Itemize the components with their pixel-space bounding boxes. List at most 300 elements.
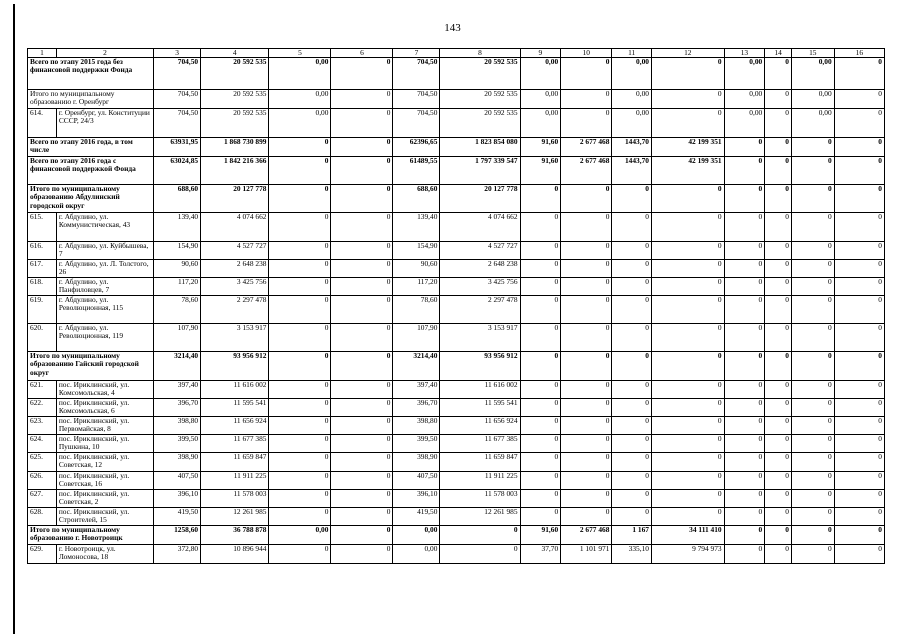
header-cell: 4 <box>201 49 269 58</box>
value-cell: 11 578 003 <box>440 490 520 508</box>
value-cell: 0 <box>791 185 834 213</box>
value-cell: 12 261 985 <box>201 508 269 526</box>
value-cell: 11 911 225 <box>201 472 269 490</box>
value-cell: 397,40 <box>154 381 201 399</box>
value-cell: 0 <box>561 381 612 399</box>
value-cell: 0 <box>269 138 331 157</box>
value-cell: 0 <box>612 324 652 352</box>
value-cell: 0 <box>651 417 724 435</box>
value-cell: 10 896 944 <box>201 545 269 564</box>
header-cell: 16 <box>834 49 884 58</box>
value-cell: 0 <box>520 324 561 352</box>
value-cell: 0 <box>520 213 561 242</box>
row-number: 614. <box>28 109 57 138</box>
value-cell: 78,60 <box>154 296 201 324</box>
value-cell: 0 <box>561 242 612 260</box>
value-cell: 0 <box>791 417 834 435</box>
value-cell: 0 <box>520 352 561 381</box>
value-cell: 0 <box>520 508 561 526</box>
value-cell: 0 <box>765 213 792 242</box>
value-cell: 688,60 <box>154 185 201 213</box>
value-cell: 0,00 <box>791 90 834 109</box>
value-cell: 0 <box>612 242 652 260</box>
value-cell: 90,60 <box>393 260 440 278</box>
value-cell: 0 <box>331 453 393 472</box>
value-cell: 20 127 778 <box>201 185 269 213</box>
value-cell: 0 <box>561 352 612 381</box>
value-cell: 154,90 <box>393 242 440 260</box>
value-cell: 0 <box>834 508 884 526</box>
value-cell: 11 595 541 <box>440 399 520 417</box>
address-cell: г. Абдулино, ул. Л. Толстого, 26 <box>56 260 153 278</box>
value-cell: 0 <box>612 472 652 490</box>
value-cell: 398,90 <box>154 453 201 472</box>
value-cell: 0 <box>791 526 834 545</box>
value-cell: 0 <box>724 296 765 324</box>
value-cell: 0 <box>331 213 393 242</box>
value-cell: 0 <box>765 453 792 472</box>
value-cell: 704,50 <box>393 90 440 109</box>
value-cell: 0 <box>724 242 765 260</box>
value-cell: 0 <box>651 278 724 296</box>
value-cell: 0 <box>269 490 331 508</box>
row-number: 622. <box>28 399 57 417</box>
value-cell: 3214,40 <box>154 352 201 381</box>
value-cell: 63931,95 <box>154 138 201 157</box>
value-cell: 0,00 <box>269 58 331 90</box>
value-cell: 11 578 003 <box>201 490 269 508</box>
row-number: 625. <box>28 453 57 472</box>
table-row <box>28 213 885 242</box>
value-cell: 0 <box>561 260 612 278</box>
value-cell: 0 <box>269 472 331 490</box>
value-cell: 1 167 <box>612 526 652 545</box>
value-cell: 0,00 <box>724 109 765 138</box>
row-number: 618. <box>28 278 57 296</box>
value-cell: 0 <box>765 260 792 278</box>
value-cell: 0 <box>331 490 393 508</box>
address-cell: г. Абдулино, ул. Панфиловцев, 7 <box>56 278 153 296</box>
value-cell: 0,00 <box>520 90 561 109</box>
value-cell: 1 823 854 080 <box>440 138 520 157</box>
value-cell: 0 <box>724 545 765 564</box>
value-cell: 0 <box>612 296 652 324</box>
value-cell: 0,00 <box>393 545 440 564</box>
summary-row <box>28 138 885 157</box>
value-cell: 139,40 <box>154 213 201 242</box>
value-cell: 154,90 <box>154 242 201 260</box>
value-cell: 0 <box>561 213 612 242</box>
row-number: 624. <box>28 435 57 453</box>
value-cell: 0 <box>612 185 652 213</box>
value-cell: 0 <box>520 381 561 399</box>
value-cell: 0 <box>269 157 331 185</box>
value-cell: 419,50 <box>393 508 440 526</box>
value-cell: 0 <box>834 435 884 453</box>
value-cell: 0 <box>651 109 724 138</box>
value-cell: 396,10 <box>393 490 440 508</box>
value-cell: 0 <box>791 435 834 453</box>
value-cell: 0 <box>765 352 792 381</box>
value-cell: 398,90 <box>393 453 440 472</box>
header-cell: 13 <box>724 49 765 58</box>
value-cell: 0 <box>561 453 612 472</box>
value-cell: 0 <box>724 490 765 508</box>
value-cell: 0 <box>834 138 884 157</box>
value-cell: 0 <box>331 296 393 324</box>
value-cell: 0 <box>834 417 884 435</box>
value-cell: 0 <box>612 508 652 526</box>
value-cell: 1258,60 <box>154 526 201 545</box>
value-cell: 0 <box>269 185 331 213</box>
value-cell: 0 <box>834 213 884 242</box>
value-cell: 0 <box>834 472 884 490</box>
value-cell: 42 199 351 <box>651 138 724 157</box>
value-cell: 0 <box>440 526 520 545</box>
value-cell: 396,70 <box>154 399 201 417</box>
header-cell: 7 <box>393 49 440 58</box>
value-cell: 396,10 <box>154 490 201 508</box>
value-cell: 0 <box>561 472 612 490</box>
value-cell: 2 297 478 <box>201 296 269 324</box>
value-cell: 0 <box>331 138 393 157</box>
value-cell: 0,00 <box>612 109 652 138</box>
value-cell: 36 788 878 <box>201 526 269 545</box>
row-number: 628. <box>28 508 57 526</box>
value-cell: 20 592 535 <box>201 58 269 90</box>
value-cell: 704,50 <box>393 109 440 138</box>
value-cell: 0 <box>765 435 792 453</box>
value-cell: 0 <box>612 417 652 435</box>
value-cell: 0 <box>651 324 724 352</box>
value-cell: 11 677 385 <box>440 435 520 453</box>
value-cell: 398,80 <box>154 417 201 435</box>
address-cell: г. Абдулино, ул. Революционная, 115 <box>56 296 153 324</box>
header-cell: 2 <box>56 49 153 58</box>
value-cell: 11 659 847 <box>440 453 520 472</box>
value-cell: 42 199 351 <box>651 157 724 185</box>
value-cell: 0 <box>269 324 331 352</box>
value-cell: 0 <box>834 399 884 417</box>
page-number: 143 <box>444 22 461 34</box>
value-cell: 0 <box>834 490 884 508</box>
value-cell: 0 <box>724 508 765 526</box>
value-cell: 0 <box>520 278 561 296</box>
value-cell: 0 <box>561 417 612 435</box>
value-cell: 0 <box>520 185 561 213</box>
value-cell: 34 111 410 <box>651 526 724 545</box>
value-cell: 139,40 <box>393 213 440 242</box>
summary-label: Итого по муниципальному образованию Абдулинский городской округ <box>28 185 154 213</box>
value-cell: 0 <box>724 352 765 381</box>
value-cell: 0 <box>269 260 331 278</box>
value-cell: 0 <box>834 260 884 278</box>
value-cell: 0 <box>791 296 834 324</box>
value-cell: 0,00 <box>791 109 834 138</box>
value-cell: 2 297 478 <box>440 296 520 324</box>
value-cell: 11 656 924 <box>440 417 520 435</box>
value-cell: 0 <box>651 242 724 260</box>
value-cell: 0 <box>834 185 884 213</box>
value-cell: 0 <box>331 352 393 381</box>
table-row <box>28 381 885 399</box>
value-cell: 0 <box>651 58 724 90</box>
value-cell: 0 <box>520 242 561 260</box>
value-cell: 0 <box>561 490 612 508</box>
row-number: 626. <box>28 472 57 490</box>
value-cell: 704,50 <box>393 58 440 90</box>
value-cell: 0,00 <box>520 109 561 138</box>
value-cell: 3 425 756 <box>201 278 269 296</box>
value-cell: 0 <box>269 453 331 472</box>
value-cell: 0 <box>269 435 331 453</box>
value-cell: 0 <box>651 296 724 324</box>
value-cell: 0 <box>765 58 792 90</box>
value-cell: 704,50 <box>154 90 201 109</box>
table-row <box>28 296 885 324</box>
value-cell: 0 <box>331 472 393 490</box>
address-cell: пос. Ириклинский, ул. Советская, 12 <box>56 453 153 472</box>
value-cell: 0 <box>791 278 834 296</box>
value-cell: 107,90 <box>154 324 201 352</box>
value-cell: 0 <box>834 242 884 260</box>
value-cell: 704,50 <box>154 109 201 138</box>
row-number: 623. <box>28 417 57 435</box>
value-cell: 407,50 <box>154 472 201 490</box>
value-cell: 0 <box>834 381 884 399</box>
left-margin-rule <box>13 4 15 634</box>
value-cell: 0 <box>834 58 884 90</box>
value-cell: 0 <box>331 508 393 526</box>
value-cell: 0 <box>612 399 652 417</box>
value-cell: 0 <box>724 260 765 278</box>
address-cell: пос. Ириклинский, ул. Пушкина, 10 <box>56 435 153 453</box>
value-cell: 0 <box>269 545 331 564</box>
value-cell: 0 <box>331 399 393 417</box>
header-row <box>28 49 885 58</box>
value-cell: 0 <box>331 435 393 453</box>
summary-label: Всего по этапу 2016 года с финансовой поддержкой Фонда <box>28 157 154 185</box>
value-cell: 0 <box>765 399 792 417</box>
value-cell: 0 <box>331 545 393 564</box>
summary-label: Итого по муниципальному образованию Гайский городской округ <box>28 352 154 381</box>
value-cell: 91,60 <box>520 138 561 157</box>
value-cell: 0 <box>791 242 834 260</box>
value-cell: 0 <box>561 435 612 453</box>
value-cell: 0 <box>331 417 393 435</box>
value-cell: 0 <box>561 109 612 138</box>
value-cell: 11 656 924 <box>201 417 269 435</box>
value-cell: 0 <box>520 435 561 453</box>
row-number: 619. <box>28 296 57 324</box>
value-cell: 0 <box>791 138 834 157</box>
address-cell: пос. Ириклинский, ул. Советская, 16 <box>56 472 153 490</box>
value-cell: 93 956 912 <box>201 352 269 381</box>
value-cell: 20 127 778 <box>440 185 520 213</box>
value-cell: 0 <box>724 472 765 490</box>
value-cell: 335,10 <box>612 545 652 564</box>
value-cell: 0 <box>791 352 834 381</box>
value-cell: 0 <box>724 138 765 157</box>
value-cell: 0 <box>724 324 765 352</box>
value-cell: 1 101 971 <box>561 545 612 564</box>
value-cell: 0 <box>520 472 561 490</box>
value-cell: 11 911 225 <box>440 472 520 490</box>
table-row <box>28 435 885 453</box>
value-cell: 407,50 <box>393 472 440 490</box>
value-cell: 0 <box>612 453 652 472</box>
value-cell: 0 <box>834 296 884 324</box>
value-cell: 0 <box>561 90 612 109</box>
value-cell: 9 794 973 <box>651 545 724 564</box>
table-row <box>28 545 885 564</box>
value-cell: 1 797 339 547 <box>440 157 520 185</box>
value-cell: 11 677 385 <box>201 435 269 453</box>
table-row <box>28 242 885 260</box>
value-cell: 0 <box>765 508 792 526</box>
value-cell: 0 <box>331 260 393 278</box>
value-cell: 0 <box>520 490 561 508</box>
value-cell: 0 <box>561 185 612 213</box>
value-cell: 0 <box>651 490 724 508</box>
value-cell: 0 <box>651 453 724 472</box>
table-row <box>28 324 885 352</box>
value-cell: 90,60 <box>154 260 201 278</box>
address-cell: пос. Ириклинский, ул. Строителей, 15 <box>56 508 153 526</box>
row-number: 629. <box>28 545 57 564</box>
header-cell: 15 <box>791 49 834 58</box>
value-cell: 0 <box>724 417 765 435</box>
value-cell: 0 <box>834 278 884 296</box>
value-cell: 0 <box>612 278 652 296</box>
value-cell: 0 <box>331 58 393 90</box>
value-cell: 0 <box>834 109 884 138</box>
value-cell: 0 <box>269 213 331 242</box>
value-cell: 0 <box>331 242 393 260</box>
value-cell: 1 868 730 899 <box>201 138 269 157</box>
header-cell: 12 <box>651 49 724 58</box>
value-cell: 0 <box>561 58 612 90</box>
table-row <box>28 490 885 508</box>
row-number: 617. <box>28 260 57 278</box>
value-cell: 704,50 <box>154 58 201 90</box>
value-cell: 0 <box>651 399 724 417</box>
value-cell: 78,60 <box>393 296 440 324</box>
value-cell: 2 677 468 <box>561 526 612 545</box>
address-cell: пос. Ириклинский, ул. Советская, 2 <box>56 490 153 508</box>
value-cell: 688,60 <box>393 185 440 213</box>
table-row <box>28 90 885 109</box>
value-cell: 0,00 <box>269 526 331 545</box>
value-cell: 0 <box>724 435 765 453</box>
value-cell: 0 <box>791 399 834 417</box>
value-cell: 0 <box>765 472 792 490</box>
value-cell: 0 <box>561 278 612 296</box>
value-cell: 0 <box>724 278 765 296</box>
value-cell: 0 <box>791 545 834 564</box>
value-cell: 0 <box>791 472 834 490</box>
header-cell: 8 <box>440 49 520 58</box>
value-cell: 0 <box>651 435 724 453</box>
value-cell: 20 592 535 <box>201 90 269 109</box>
value-cell: 0 <box>791 453 834 472</box>
address-cell: г. Абдулино, ул. Куйбышева, 7 <box>56 242 153 260</box>
value-cell: 0 <box>765 90 792 109</box>
value-cell: 0 <box>612 435 652 453</box>
value-cell: 0,00 <box>393 526 440 545</box>
value-cell: 0 <box>651 472 724 490</box>
value-cell: 0 <box>651 213 724 242</box>
table-row <box>28 508 885 526</box>
address-cell: пос. Ириклинский, ул. Первомайская, 8 <box>56 417 153 435</box>
header-cell: 10 <box>561 49 612 58</box>
value-cell: 0 <box>651 381 724 399</box>
value-cell: 62396,65 <box>393 138 440 157</box>
table-row <box>28 109 885 138</box>
value-cell: 0,00 <box>269 90 331 109</box>
row-number: 615. <box>28 213 57 242</box>
value-cell: 1443,70 <box>612 157 652 185</box>
value-cell: 0 <box>440 545 520 564</box>
value-cell: 11 595 541 <box>201 399 269 417</box>
value-cell: 0 <box>834 526 884 545</box>
value-cell: 0 <box>724 157 765 185</box>
value-cell: 0 <box>834 545 884 564</box>
header-cell: 11 <box>612 49 652 58</box>
value-cell: 4 074 662 <box>440 213 520 242</box>
value-cell: 0,00 <box>791 58 834 90</box>
value-cell: 0 <box>331 278 393 296</box>
value-cell: 0 <box>269 417 331 435</box>
table-row <box>28 417 885 435</box>
value-cell: 0 <box>561 508 612 526</box>
value-cell: 0 <box>834 352 884 381</box>
value-cell: 0 <box>331 90 393 109</box>
summary-row <box>28 185 885 213</box>
value-cell: 11 616 002 <box>201 381 269 399</box>
value-cell: 93 956 912 <box>440 352 520 381</box>
value-cell: 396,70 <box>393 399 440 417</box>
value-cell: 117,20 <box>393 278 440 296</box>
value-cell: 0 <box>791 324 834 352</box>
value-cell: 0 <box>765 242 792 260</box>
value-cell: 1443,70 <box>612 138 652 157</box>
value-cell: 0 <box>561 399 612 417</box>
value-cell: 0 <box>331 381 393 399</box>
value-cell: 0 <box>765 109 792 138</box>
value-cell: 0 <box>724 526 765 545</box>
value-cell: 0 <box>651 260 724 278</box>
value-cell: 0 <box>834 453 884 472</box>
value-cell: 399,50 <box>393 435 440 453</box>
value-cell: 117,20 <box>154 278 201 296</box>
table-row <box>28 260 885 278</box>
value-cell: 0 <box>269 381 331 399</box>
value-cell: 0 <box>269 242 331 260</box>
value-cell: 0 <box>651 508 724 526</box>
value-cell: 20 592 535 <box>440 58 520 90</box>
summary-row <box>28 526 885 545</box>
value-cell: 1 842 216 366 <box>201 157 269 185</box>
value-cell: 0 <box>269 399 331 417</box>
value-cell: 107,90 <box>393 324 440 352</box>
value-cell: 0 <box>331 157 393 185</box>
address-cell: пос. Ириклинский, ул. Комсомольская, 4 <box>56 381 153 399</box>
value-cell: 0 <box>765 185 792 213</box>
summary-label: Итого по муниципальному образованию г. Новотроицк <box>28 526 154 545</box>
summary-label: Всего по этапу 2016 года, в том числе <box>28 138 154 157</box>
table-row <box>28 399 885 417</box>
